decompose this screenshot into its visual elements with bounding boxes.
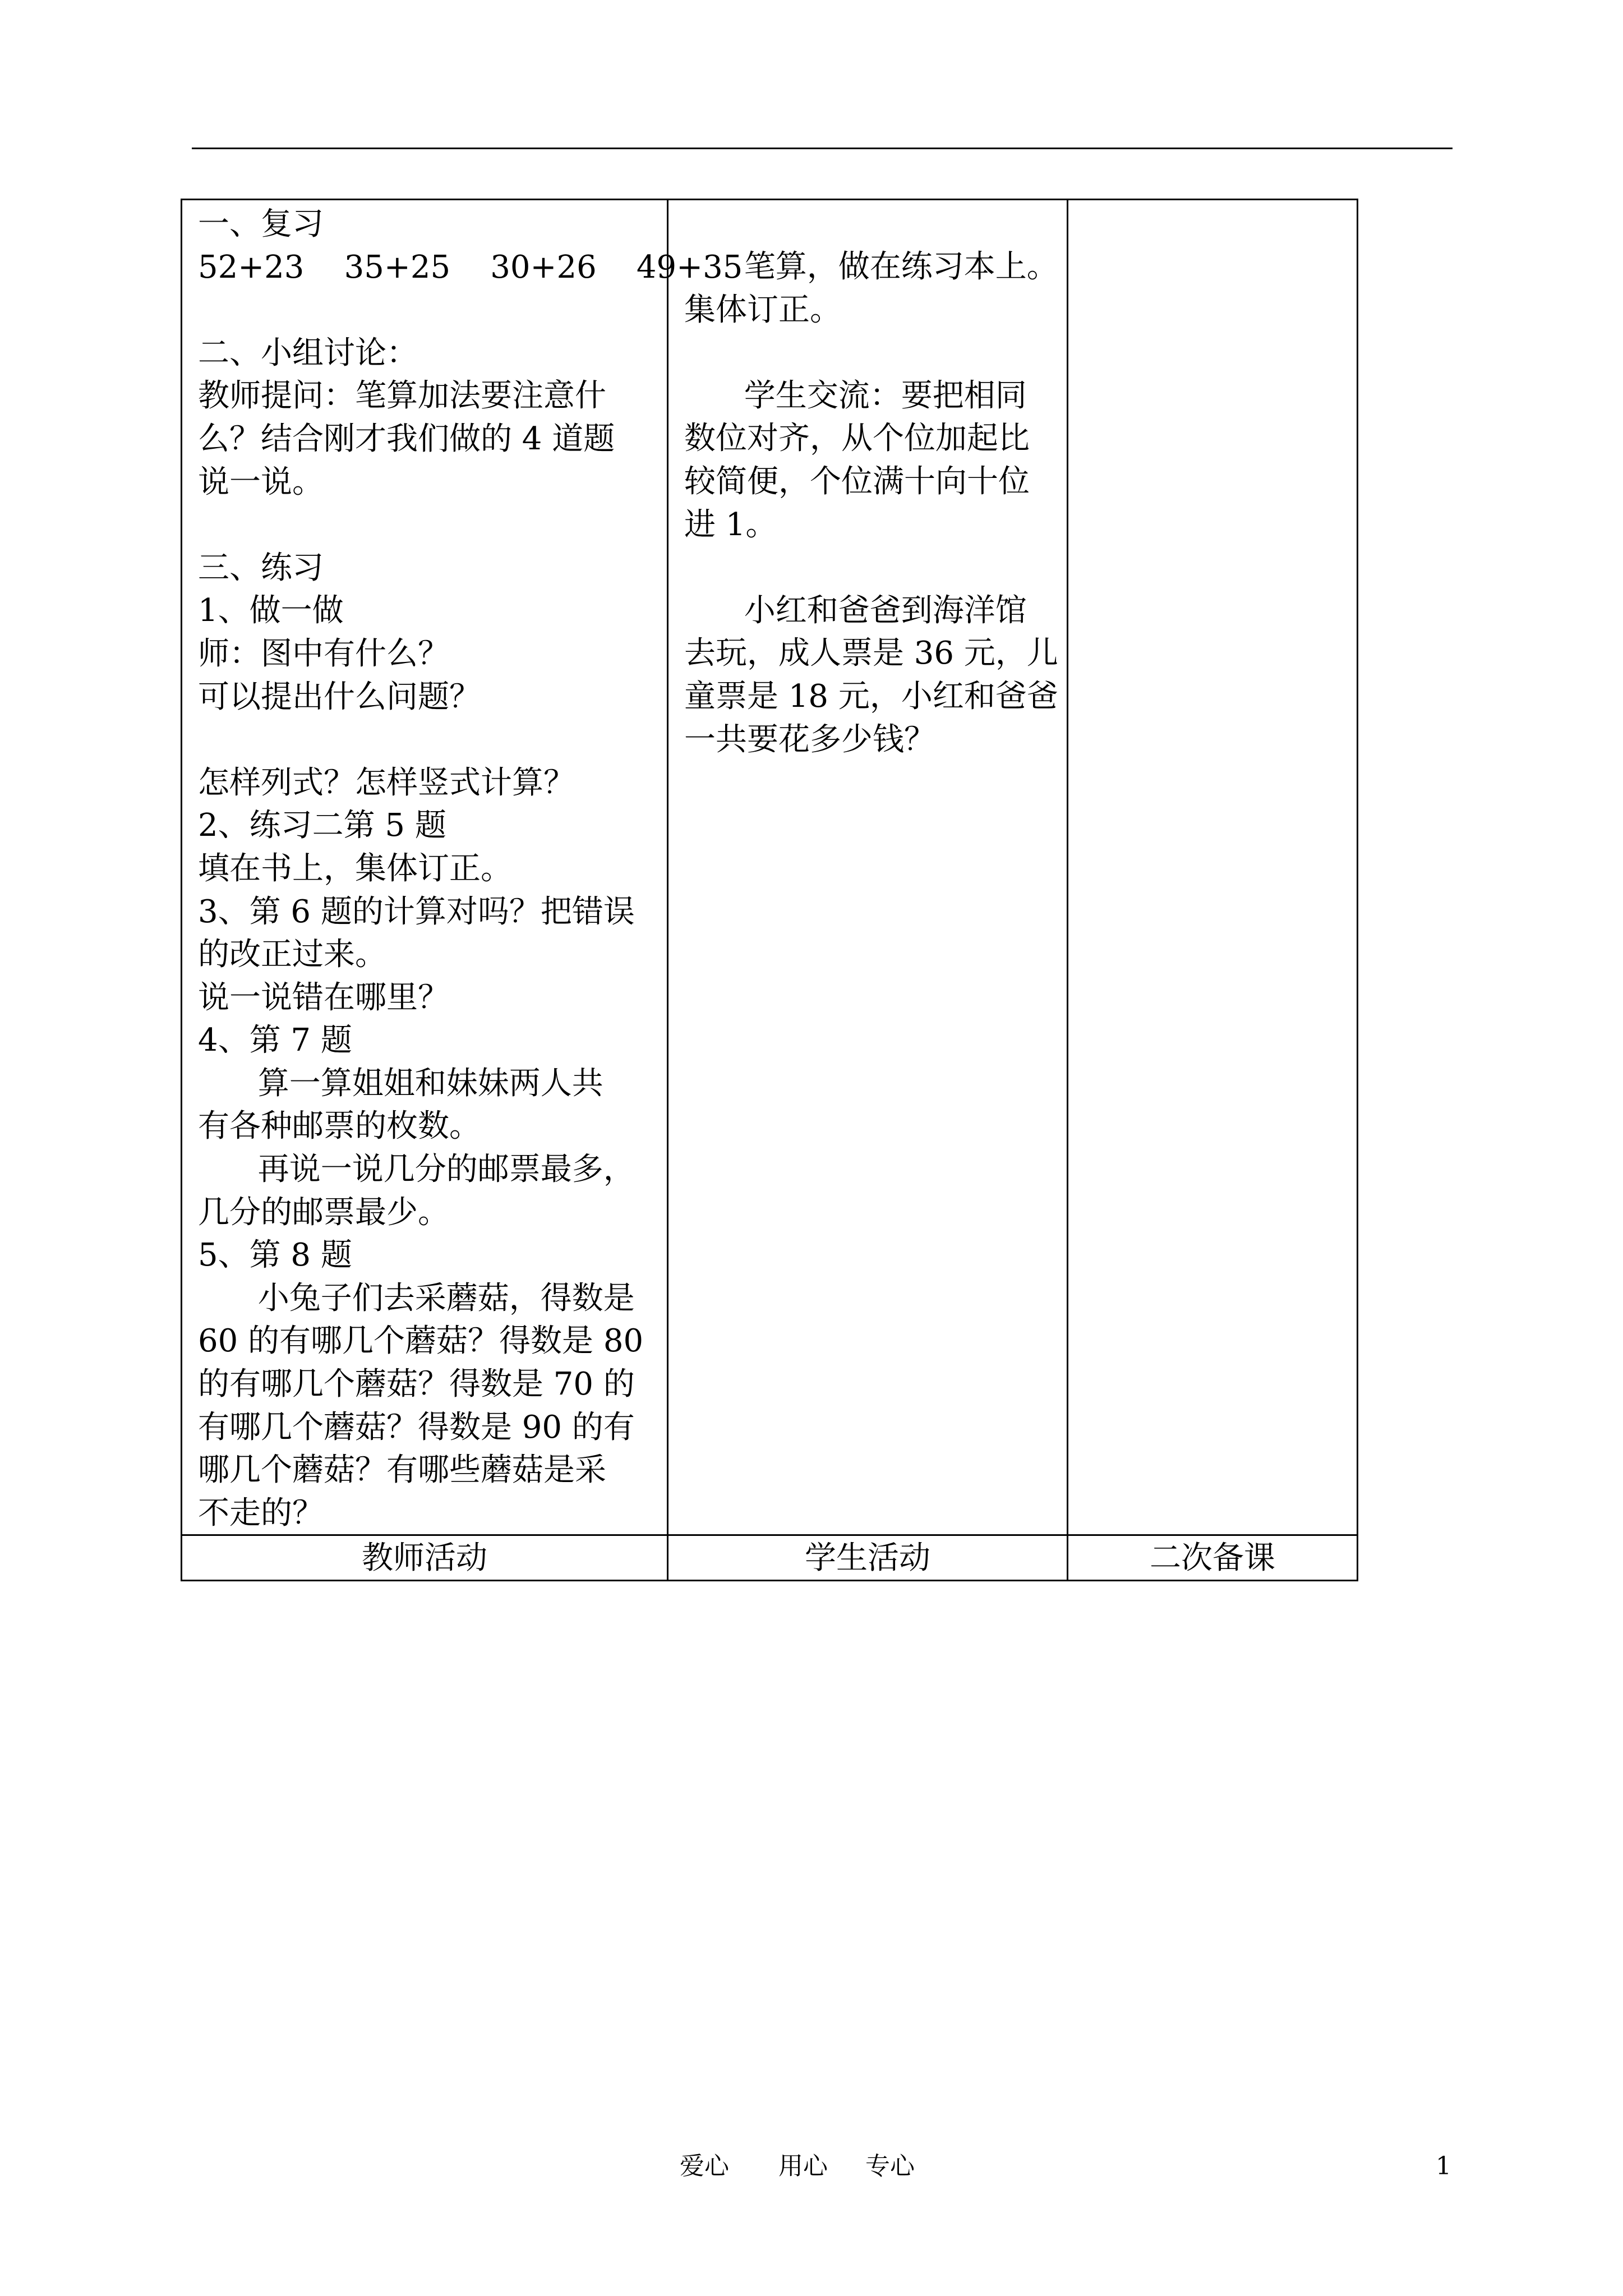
student-line: 学生交流：要把相同 xyxy=(684,377,1027,414)
student-line xyxy=(684,546,1058,590)
teacher-line: 师：图中有什么？ xyxy=(198,635,449,672)
teacher-line: 的改正过来。 xyxy=(198,936,386,973)
teacher-line: 三、练习 xyxy=(198,549,324,586)
student-line: 笔算，做在练习本上。 xyxy=(684,249,1058,285)
teacher-line: 的有哪几个蘑菇？得数是 70 的 xyxy=(198,1366,635,1403)
student-line: 一共要花多少钱？ xyxy=(684,721,935,758)
teacher-line: 小兔子们去采蘑菇，得数是 xyxy=(198,1280,635,1317)
student-line: 童票是 18 元，小红和爸爸 xyxy=(684,678,1058,715)
footer-motto-focus: 专心 xyxy=(865,2152,915,2180)
student-activity-text xyxy=(684,246,1058,761)
student-line: 小红和爸爸到海洋馆 xyxy=(684,592,1027,629)
student-line: 集体订正。 xyxy=(684,291,841,328)
secondary-prep-label: 二次备课 xyxy=(1150,1540,1275,1576)
lesson-table xyxy=(181,199,1358,1581)
teacher-line: 2、练习二第 5 题 xyxy=(198,807,446,844)
teacher-activity-header xyxy=(181,1534,668,1581)
teacher-line xyxy=(198,504,743,547)
teacher-line: 60 的有哪几个蘑菇？得数是 80 xyxy=(198,1323,644,1360)
teacher-line: 怎样列式？怎样竖式计算？ xyxy=(198,764,575,801)
teacher-activity-label: 教师活动 xyxy=(362,1540,487,1576)
student-activity-label: 学生活动 xyxy=(805,1540,930,1576)
secondary-prep-cell xyxy=(1067,199,1358,1536)
teacher-line: 3、第 6 题的计算对吗？把错误 xyxy=(198,893,635,930)
teacher-line: 1、做一做 xyxy=(198,592,344,629)
student-line: 较简便，个位满十向十位 xyxy=(684,463,1030,500)
footer-motto-love: 爱心 xyxy=(680,2152,729,2180)
teacher-line: 二、小组讨论： xyxy=(198,334,418,371)
secondary-prep-header xyxy=(1067,1534,1358,1581)
teacher-line: 有各种邮票的枚数。 xyxy=(198,1108,481,1145)
teacher-line: 可以提出什么问题？ xyxy=(198,678,481,715)
student-line xyxy=(684,332,1058,375)
teacher-line: 说一说错在哪里？ xyxy=(198,979,449,1016)
teacher-line: 说一说。 xyxy=(198,463,324,500)
student-line: 数位对齐，从个位加起比 xyxy=(684,420,1030,457)
page-number: 1 xyxy=(1436,2152,1451,2180)
footer-motto-care: 用心 xyxy=(778,2152,828,2180)
teacher-line: 再说一说几分的邮票最多， xyxy=(198,1151,635,1188)
teacher-line: 哪几个蘑菇？有哪些蘑菇是采 xyxy=(198,1452,606,1489)
header-rule xyxy=(192,148,1453,149)
student-line: 去玩，成人票是 36 元，儿 xyxy=(684,635,1058,672)
teacher-line: 52+23 35+25 30+26 49+35 xyxy=(198,249,743,286)
teacher-line xyxy=(198,719,743,762)
teacher-line: 有哪几个蘑菇？得数是 90 的有 xyxy=(198,1409,635,1446)
student-line: 进 1。 xyxy=(684,506,777,543)
teacher-line xyxy=(198,289,743,332)
teacher-line: 4、第 7 题 xyxy=(198,1022,352,1059)
teacher-line: 几分的邮票最少。 xyxy=(198,1194,449,1231)
teacher-line: 填在书上，集体订正。 xyxy=(198,850,512,887)
teacher-line: 不走的？ xyxy=(198,1494,324,1531)
student-activity-cell xyxy=(667,199,1068,1536)
teacher-line: 算一算姐姐和妹妹两人共 xyxy=(198,1065,603,1102)
teacher-line: 5、第 8 题 xyxy=(198,1237,352,1274)
teacher-activity-text xyxy=(198,203,743,1535)
teacher-line: 教师提问：笔算加法要注意什 xyxy=(198,378,606,415)
student-activity-header xyxy=(667,1534,1068,1581)
teacher-line: 么？结合刚才我们做的 4 道题 xyxy=(198,420,615,457)
teacher-line: 一、复习 xyxy=(198,206,324,242)
